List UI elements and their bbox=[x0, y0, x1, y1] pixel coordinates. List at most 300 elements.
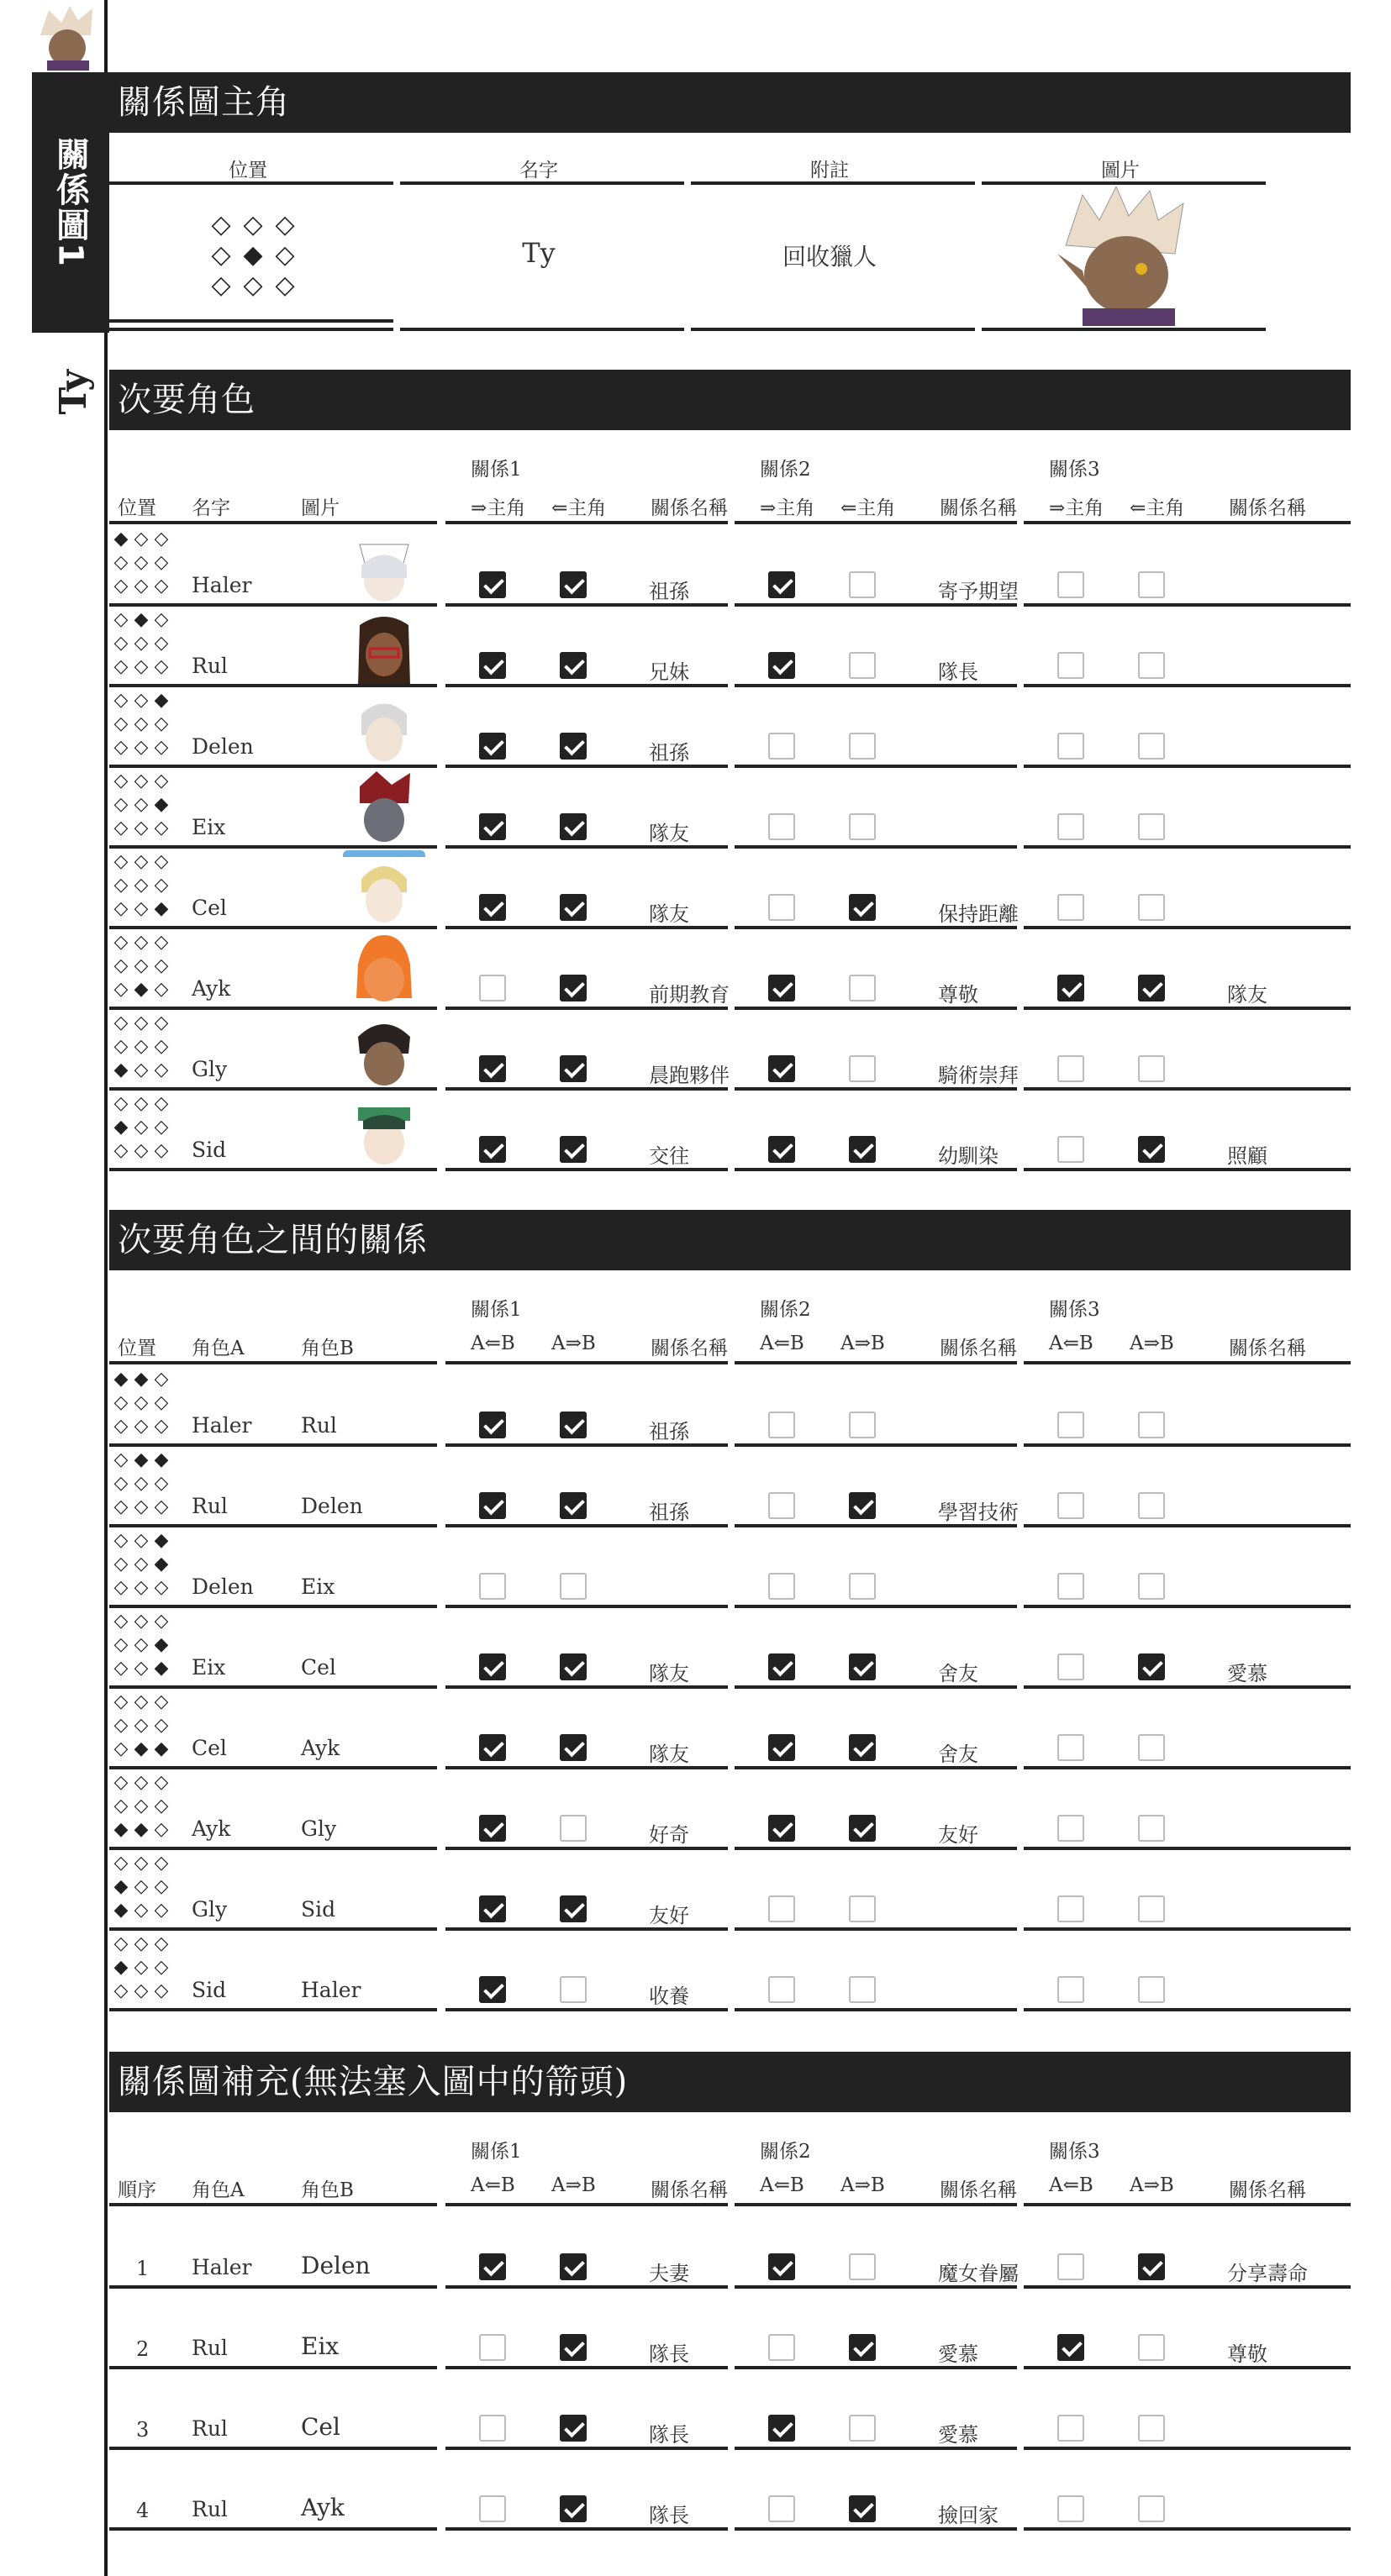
row-divider bbox=[1024, 2527, 1351, 2531]
group-label: 關係1 bbox=[471, 1299, 522, 1321]
column-header: A⇐B bbox=[471, 1333, 515, 1354]
column-header: ⇐主角 bbox=[1130, 497, 1185, 519]
empty-diamond-icon: ◇ bbox=[113, 609, 129, 630]
checkbox-unchecked[interactable] bbox=[1057, 1136, 1084, 1163]
empty-diamond-icon: ◇ bbox=[134, 794, 149, 815]
column-header: 角色A bbox=[192, 1338, 245, 1359]
checkbox-unchecked[interactable] bbox=[768, 733, 795, 760]
row-divider bbox=[1024, 2447, 1351, 2450]
checkbox-checked[interactable] bbox=[560, 1895, 587, 1922]
row-divider bbox=[400, 181, 684, 185]
checkbox-checked[interactable] bbox=[560, 1136, 587, 1163]
empty-diamond-icon: ◇ bbox=[134, 1059, 149, 1080]
empty-diamond-icon: ◇ bbox=[211, 210, 231, 239]
checkbox-checked[interactable] bbox=[1138, 1136, 1165, 1163]
checkbox-checked[interactable] bbox=[479, 894, 506, 921]
empty-diamond-icon: ◇ bbox=[113, 1715, 129, 1736]
row-divider bbox=[735, 1443, 1017, 1447]
checkbox-unchecked[interactable] bbox=[1057, 1895, 1084, 1922]
row-divider bbox=[1024, 684, 1351, 687]
checkbox-checked[interactable] bbox=[768, 1734, 795, 1761]
checkbox-unchecked[interactable] bbox=[849, 2415, 876, 2442]
checkbox-checked[interactable] bbox=[479, 1412, 506, 1438]
empty-diamond-icon: ◇ bbox=[134, 1980, 149, 2001]
checkbox-unchecked[interactable] bbox=[849, 1573, 876, 1600]
empty-diamond-icon: ◇ bbox=[113, 1634, 129, 1655]
checkbox-checked[interactable] bbox=[560, 2495, 587, 2522]
empty-diamond-icon: ◇ bbox=[154, 1819, 169, 1840]
row-divider bbox=[735, 1685, 1017, 1689]
character-portrait bbox=[343, 689, 425, 766]
checkbox-unchecked[interactable] bbox=[1057, 652, 1084, 679]
checkbox-unchecked[interactable] bbox=[1057, 571, 1084, 598]
empty-diamond-icon: ◇ bbox=[113, 1473, 129, 1494]
checkbox-unchecked[interactable] bbox=[1138, 2415, 1165, 2442]
row-divider bbox=[735, 765, 1017, 768]
supplement-section-header bbox=[109, 2052, 1351, 2112]
filled-diamond-icon: ◆ bbox=[154, 1449, 169, 1470]
checkbox-checked[interactable] bbox=[1138, 1653, 1165, 1680]
checkbox-checked[interactable] bbox=[560, 652, 587, 679]
checkbox-unchecked[interactable] bbox=[849, 571, 876, 598]
checkbox-unchecked[interactable] bbox=[1138, 2334, 1165, 2361]
checkbox-checked[interactable] bbox=[560, 2415, 587, 2442]
character-portrait bbox=[343, 931, 425, 1008]
checkbox-checked[interactable] bbox=[560, 2253, 587, 2280]
checkbox-checked[interactable] bbox=[479, 1653, 506, 1680]
row-divider bbox=[109, 684, 437, 687]
column-header: 角色B bbox=[301, 1338, 354, 1359]
relation-name: 尊敬 bbox=[938, 983, 978, 1007]
empty-diamond-icon: ◇ bbox=[113, 851, 129, 872]
character-a: Rul bbox=[192, 1494, 228, 1518]
checkbox-unchecked[interactable] bbox=[1057, 2253, 1084, 2280]
checkbox-checked[interactable] bbox=[479, 1734, 506, 1761]
checkbox-unchecked[interactable] bbox=[1138, 894, 1165, 921]
checkbox-unchecked[interactable] bbox=[560, 1573, 587, 1600]
row-divider bbox=[109, 2447, 437, 2450]
character-a: Rul bbox=[192, 2336, 228, 2360]
filled-diamond-icon: ◆ bbox=[134, 1819, 149, 1840]
empty-diamond-icon: ◇ bbox=[154, 1369, 169, 1390]
checkbox-checked[interactable] bbox=[479, 1976, 506, 2003]
checkbox-unchecked[interactable] bbox=[849, 1976, 876, 2003]
checkbox-unchecked[interactable] bbox=[479, 1573, 506, 1600]
checkbox-unchecked[interactable] bbox=[1057, 1412, 1084, 1438]
relation-name: 騎術崇拜 bbox=[938, 1064, 1019, 1087]
checkbox-checked[interactable] bbox=[1057, 2334, 1084, 2361]
secondary-section-header bbox=[109, 370, 1351, 430]
empty-diamond-icon: ◇ bbox=[134, 528, 149, 549]
character-b: Gly bbox=[301, 1816, 337, 1841]
checkbox-unchecked[interactable] bbox=[1057, 894, 1084, 921]
checkbox-unchecked[interactable] bbox=[1057, 1055, 1084, 1082]
column-header: A⇐B bbox=[760, 1333, 804, 1354]
empty-diamond-icon: ◇ bbox=[154, 1772, 169, 1793]
row-divider bbox=[445, 1443, 728, 1447]
checkbox-checked[interactable] bbox=[479, 2253, 506, 2280]
row-divider bbox=[1024, 521, 1351, 524]
empty-diamond-icon: ◇ bbox=[134, 932, 149, 953]
checkbox-checked[interactable] bbox=[560, 2334, 587, 2361]
empty-diamond-icon: ◇ bbox=[134, 1611, 149, 1632]
checkbox-unchecked[interactable] bbox=[560, 1815, 587, 1842]
checkbox-unchecked[interactable] bbox=[849, 733, 876, 760]
order-number: 1 bbox=[136, 2257, 150, 2280]
row-divider bbox=[445, 603, 728, 607]
empty-diamond-icon: ◇ bbox=[113, 898, 129, 919]
row-divider bbox=[109, 2203, 437, 2206]
checkbox-checked[interactable] bbox=[768, 652, 795, 679]
checkbox-unchecked[interactable] bbox=[768, 813, 795, 840]
empty-diamond-icon: ◇ bbox=[134, 633, 149, 654]
position-grid bbox=[111, 1368, 171, 1438]
character-name: Eix bbox=[192, 815, 226, 839]
checkbox-unchecked[interactable] bbox=[768, 1412, 795, 1438]
row-divider bbox=[109, 603, 437, 607]
protagonist-avatar-small bbox=[32, 2, 103, 71]
checkbox-checked[interactable] bbox=[849, 2334, 876, 2361]
checkbox-checked[interactable] bbox=[1138, 975, 1165, 1001]
checkbox-checked[interactable] bbox=[1057, 975, 1084, 1001]
checkbox-unchecked[interactable] bbox=[768, 1492, 795, 1519]
column-header: 關係名稱 bbox=[651, 497, 728, 519]
empty-diamond-icon: ◇ bbox=[154, 1140, 169, 1161]
checkbox-checked[interactable] bbox=[479, 733, 506, 760]
empty-diamond-icon: ◇ bbox=[243, 210, 263, 239]
checkbox-unchecked[interactable] bbox=[479, 2415, 506, 2442]
group-label: 關係3 bbox=[1049, 2141, 1100, 2163]
empty-diamond-icon: ◇ bbox=[113, 955, 129, 976]
checkbox-checked[interactable] bbox=[849, 1492, 876, 1519]
filled-diamond-icon: ◆ bbox=[134, 979, 149, 1000]
checkbox-unchecked[interactable] bbox=[1057, 1653, 1084, 1680]
checkbox-checked[interactable] bbox=[849, 1815, 876, 1842]
checkbox-unchecked[interactable] bbox=[849, 813, 876, 840]
character-portrait bbox=[343, 850, 425, 928]
position-grid bbox=[111, 1932, 171, 2003]
column-header: ⇒主角 bbox=[471, 497, 526, 519]
checkbox-checked[interactable] bbox=[479, 1492, 506, 1519]
row-divider bbox=[445, 2527, 728, 2531]
row-divider bbox=[735, 1605, 1017, 1608]
empty-diamond-icon: ◇ bbox=[134, 1117, 149, 1138]
column-header: A⇒B bbox=[551, 2174, 596, 2196]
position-grid bbox=[111, 689, 171, 760]
relation-name: 友好 bbox=[649, 1904, 689, 1927]
row-divider bbox=[445, 1685, 728, 1689]
checkbox-unchecked[interactable] bbox=[1138, 1976, 1165, 2003]
checkbox-unchecked[interactable] bbox=[849, 1412, 876, 1438]
empty-diamond-icon: ◇ bbox=[275, 240, 295, 270]
checkbox-checked[interactable] bbox=[768, 2415, 795, 2442]
empty-diamond-icon: ◇ bbox=[243, 271, 263, 300]
character-name: Rul bbox=[192, 654, 228, 678]
empty-diamond-icon: ◇ bbox=[154, 1980, 169, 2001]
character-b: Delen bbox=[301, 2252, 371, 2279]
empty-diamond-icon: ◇ bbox=[134, 898, 149, 919]
checkbox-checked[interactable] bbox=[1138, 2253, 1165, 2280]
empty-diamond-icon: ◇ bbox=[154, 1036, 169, 1057]
column-header: A⇒B bbox=[551, 1333, 596, 1354]
checkbox-unchecked[interactable] bbox=[768, 1976, 795, 2003]
checkbox-unchecked[interactable] bbox=[768, 2334, 795, 2361]
checkbox-unchecked[interactable] bbox=[1057, 1573, 1084, 1600]
checkbox-unchecked[interactable] bbox=[849, 975, 876, 1001]
position-grid bbox=[111, 1448, 171, 1519]
empty-diamond-icon: ◇ bbox=[154, 576, 169, 597]
column-header: 關係名稱 bbox=[940, 497, 1017, 519]
checkbox-checked[interactable] bbox=[768, 2253, 795, 2280]
protagonist-note: 回收獵人 bbox=[782, 243, 877, 271]
empty-diamond-icon: ◇ bbox=[134, 552, 149, 573]
empty-diamond-icon: ◇ bbox=[154, 713, 169, 734]
row-divider bbox=[109, 1443, 437, 1447]
character-name: Gly bbox=[192, 1057, 228, 1081]
protagonist-name: Ty bbox=[522, 237, 556, 269]
empty-diamond-icon: ◇ bbox=[154, 1093, 169, 1114]
filled-diamond-icon: ◆ bbox=[113, 1369, 129, 1390]
column-header: 圖片 bbox=[301, 497, 340, 519]
row-divider bbox=[445, 1168, 728, 1171]
column-header: 位置 bbox=[229, 160, 267, 181]
empty-diamond-icon: ◇ bbox=[154, 932, 169, 953]
relation-name: 隊友 bbox=[1227, 983, 1267, 1007]
relation-name: 愛慕 bbox=[938, 2342, 978, 2366]
row-divider bbox=[109, 1087, 437, 1091]
checkbox-unchecked[interactable] bbox=[768, 2495, 795, 2522]
checkbox-unchecked[interactable] bbox=[849, 1055, 876, 1082]
checkbox-unchecked[interactable] bbox=[768, 894, 795, 921]
empty-diamond-icon: ◇ bbox=[134, 1876, 149, 1897]
row-divider bbox=[735, 845, 1017, 849]
relation-name: 保持距離 bbox=[938, 902, 1019, 926]
checkbox-checked[interactable] bbox=[849, 1136, 876, 1163]
row-divider bbox=[735, 521, 1017, 524]
filled-diamond-icon: ◆ bbox=[154, 1658, 169, 1679]
column-header: A⇐B bbox=[1049, 1333, 1093, 1354]
empty-diamond-icon: ◇ bbox=[211, 271, 231, 300]
section-title: 關係圖主角 bbox=[109, 72, 1351, 133]
empty-diamond-icon: ◇ bbox=[134, 690, 149, 711]
empty-diamond-icon: ◇ bbox=[154, 1416, 169, 1437]
checkbox-unchecked[interactable] bbox=[1138, 1734, 1165, 1761]
row-divider bbox=[109, 521, 437, 524]
empty-diamond-icon: ◇ bbox=[113, 1093, 129, 1114]
checkbox-checked[interactable] bbox=[560, 894, 587, 921]
checkbox-unchecked[interactable] bbox=[479, 975, 506, 1001]
empty-diamond-icon: ◇ bbox=[113, 1036, 129, 1057]
checkbox-unchecked[interactable] bbox=[1057, 2415, 1084, 2442]
empty-diamond-icon: ◇ bbox=[154, 851, 169, 872]
column-header: 位置 bbox=[118, 1338, 156, 1359]
side-name-label: Ty bbox=[52, 370, 95, 415]
row-divider bbox=[445, 2285, 728, 2289]
checkbox-unchecked[interactable] bbox=[1138, 1492, 1165, 1519]
empty-diamond-icon: ◇ bbox=[154, 1392, 169, 1413]
checkbox-unchecked[interactable] bbox=[1138, 813, 1165, 840]
checkbox-checked[interactable] bbox=[768, 571, 795, 598]
row-divider bbox=[982, 328, 1266, 331]
checkbox-unchecked[interactable] bbox=[1138, 1895, 1165, 1922]
filled-diamond-icon: ◆ bbox=[113, 1957, 129, 1978]
checkbox-checked[interactable] bbox=[560, 571, 587, 598]
row-divider bbox=[735, 603, 1017, 607]
checkbox-unchecked[interactable] bbox=[1057, 1492, 1084, 1519]
order-number: 3 bbox=[136, 2418, 150, 2442]
row-divider bbox=[445, 765, 728, 768]
checkbox-checked[interactable] bbox=[768, 975, 795, 1001]
empty-diamond-icon: ◇ bbox=[154, 1957, 169, 1978]
section-title: 關係圖補充(無法塞入圖中的箭頭) bbox=[109, 2052, 1351, 2112]
checkbox-checked[interactable] bbox=[560, 1412, 587, 1438]
checkbox-checked[interactable] bbox=[560, 733, 587, 760]
row-divider bbox=[1024, 1927, 1351, 1931]
checkbox-checked[interactable] bbox=[849, 894, 876, 921]
checkbox-checked[interactable] bbox=[479, 652, 506, 679]
checkbox-checked[interactable] bbox=[560, 1734, 587, 1761]
relation-name: 好奇 bbox=[649, 1823, 689, 1847]
checkbox-unchecked[interactable] bbox=[1057, 1976, 1084, 2003]
group-label: 關係2 bbox=[760, 1299, 811, 1321]
checkbox-unchecked[interactable] bbox=[1138, 652, 1165, 679]
empty-diamond-icon: ◇ bbox=[134, 1658, 149, 1679]
checkbox-unchecked[interactable] bbox=[560, 1976, 587, 2003]
filled-diamond-icon: ◆ bbox=[154, 1530, 169, 1551]
empty-diamond-icon: ◇ bbox=[134, 1853, 149, 1874]
checkbox-unchecked[interactable] bbox=[768, 1895, 795, 1922]
group-label: 關係1 bbox=[471, 459, 522, 481]
row-divider bbox=[109, 1847, 437, 1850]
checkbox-unchecked[interactable] bbox=[1138, 571, 1165, 598]
checkbox-checked[interactable] bbox=[849, 1734, 876, 1761]
empty-diamond-icon: ◇ bbox=[113, 1496, 129, 1517]
character-name: Cel bbox=[192, 896, 227, 920]
checkbox-unchecked[interactable] bbox=[849, 2253, 876, 2280]
filled-diamond-icon: ◆ bbox=[134, 1738, 149, 1759]
empty-diamond-icon: ◇ bbox=[113, 1449, 129, 1470]
row-divider bbox=[109, 765, 437, 768]
checkbox-checked[interactable] bbox=[479, 571, 506, 598]
empty-diamond-icon: ◇ bbox=[154, 609, 169, 630]
empty-diamond-icon: ◇ bbox=[113, 1853, 129, 1874]
character-a: Eix bbox=[192, 1655, 226, 1680]
relation-name: 魔女眷屬 bbox=[938, 2262, 1019, 2285]
checkbox-checked[interactable] bbox=[479, 1136, 506, 1163]
column-header: A⇒B bbox=[1130, 2174, 1174, 2196]
checkbox-unchecked[interactable] bbox=[1138, 1412, 1165, 1438]
row-divider bbox=[445, 1007, 728, 1010]
checkbox-unchecked[interactable] bbox=[1138, 733, 1165, 760]
row-divider bbox=[109, 1007, 437, 1010]
checkbox-unchecked[interactable] bbox=[479, 2495, 506, 2522]
empty-diamond-icon: ◇ bbox=[113, 1691, 129, 1712]
checkbox-checked[interactable] bbox=[768, 1136, 795, 1163]
checkbox-checked[interactable] bbox=[849, 1653, 876, 1680]
checkbox-unchecked[interactable] bbox=[1057, 733, 1084, 760]
checkbox-checked[interactable] bbox=[479, 1055, 506, 1082]
position-grid bbox=[111, 528, 171, 598]
row-divider bbox=[735, 2447, 1017, 2450]
empty-diamond-icon: ◇ bbox=[154, 1795, 169, 1816]
checkbox-unchecked[interactable] bbox=[768, 1573, 795, 1600]
row-divider bbox=[109, 1685, 437, 1689]
empty-diamond-icon: ◇ bbox=[154, 1012, 169, 1033]
checkbox-unchecked[interactable] bbox=[1057, 1815, 1084, 1842]
checkbox-checked[interactable] bbox=[479, 1815, 506, 1842]
column-header: A⇒B bbox=[840, 1333, 885, 1354]
checkbox-unchecked[interactable] bbox=[1057, 1734, 1084, 1761]
column-header: ⇒主角 bbox=[1049, 497, 1104, 519]
checkbox-unchecked[interactable] bbox=[1138, 1573, 1165, 1600]
empty-diamond-icon: ◇ bbox=[134, 1496, 149, 1517]
row-divider bbox=[445, 521, 728, 524]
checkbox-unchecked[interactable] bbox=[1057, 813, 1084, 840]
checkbox-checked[interactable] bbox=[560, 1653, 587, 1680]
column-header: 關係名稱 bbox=[940, 1338, 1017, 1359]
empty-diamond-icon: ◇ bbox=[134, 1772, 149, 1793]
empty-diamond-icon: ◇ bbox=[113, 737, 129, 758]
checkbox-unchecked[interactable] bbox=[1138, 1055, 1165, 1082]
checkbox-unchecked[interactable] bbox=[849, 1895, 876, 1922]
filled-diamond-icon: ◆ bbox=[113, 1900, 129, 1921]
empty-diamond-icon: ◇ bbox=[134, 1012, 149, 1033]
filled-diamond-icon: ◆ bbox=[154, 794, 169, 815]
empty-diamond-icon: ◇ bbox=[113, 1795, 129, 1816]
relation-name: 分享壽命 bbox=[1227, 2262, 1308, 2285]
empty-diamond-icon: ◇ bbox=[134, 576, 149, 597]
empty-diamond-icon: ◇ bbox=[134, 1093, 149, 1114]
section-title: 次要角色之間的關係 bbox=[109, 1210, 1351, 1270]
empty-diamond-icon: ◇ bbox=[113, 1738, 129, 1759]
checkbox-unchecked[interactable] bbox=[1138, 2495, 1165, 2522]
checkbox-unchecked[interactable] bbox=[849, 652, 876, 679]
relation-name: 祖孫 bbox=[649, 1420, 689, 1443]
column-header: 關係名稱 bbox=[651, 2179, 728, 2201]
checkbox-checked[interactable] bbox=[768, 1653, 795, 1680]
row-divider bbox=[445, 1847, 728, 1850]
checkbox-checked[interactable] bbox=[560, 813, 587, 840]
empty-diamond-icon: ◇ bbox=[113, 932, 129, 953]
checkbox-unchecked[interactable] bbox=[479, 2334, 506, 2361]
checkbox-checked[interactable] bbox=[560, 1492, 587, 1519]
order-number: 4 bbox=[136, 2499, 150, 2522]
empty-diamond-icon: ◇ bbox=[134, 875, 149, 896]
empty-diamond-icon: ◇ bbox=[154, 1853, 169, 1874]
checkbox-checked[interactable] bbox=[479, 1895, 506, 1922]
column-header: A⇒B bbox=[1130, 1333, 1174, 1354]
row-divider bbox=[445, 1766, 728, 1769]
checkbox-checked[interactable] bbox=[768, 1815, 795, 1842]
filled-diamond-icon: ◆ bbox=[154, 1738, 169, 1759]
checkbox-unchecked[interactable] bbox=[1138, 1815, 1165, 1842]
checkbox-checked[interactable] bbox=[849, 2495, 876, 2522]
empty-diamond-icon: ◇ bbox=[154, 875, 169, 896]
character-portrait bbox=[343, 528, 425, 605]
character-b: Delen bbox=[301, 1494, 363, 1518]
checkbox-checked[interactable] bbox=[560, 975, 587, 1001]
row-divider bbox=[445, 684, 728, 687]
character-portrait bbox=[343, 1092, 425, 1170]
checkbox-checked[interactable] bbox=[768, 1055, 795, 1082]
row-divider bbox=[1024, 2285, 1351, 2289]
checkbox-checked[interactable] bbox=[479, 813, 506, 840]
relation-name: 交往 bbox=[649, 1144, 689, 1168]
checkbox-unchecked[interactable] bbox=[1057, 2495, 1084, 2522]
row-divider bbox=[1024, 2203, 1351, 2206]
sidebar-tab[interactable]: 關係圖1 bbox=[32, 72, 109, 333]
checkbox-checked[interactable] bbox=[560, 1055, 587, 1082]
